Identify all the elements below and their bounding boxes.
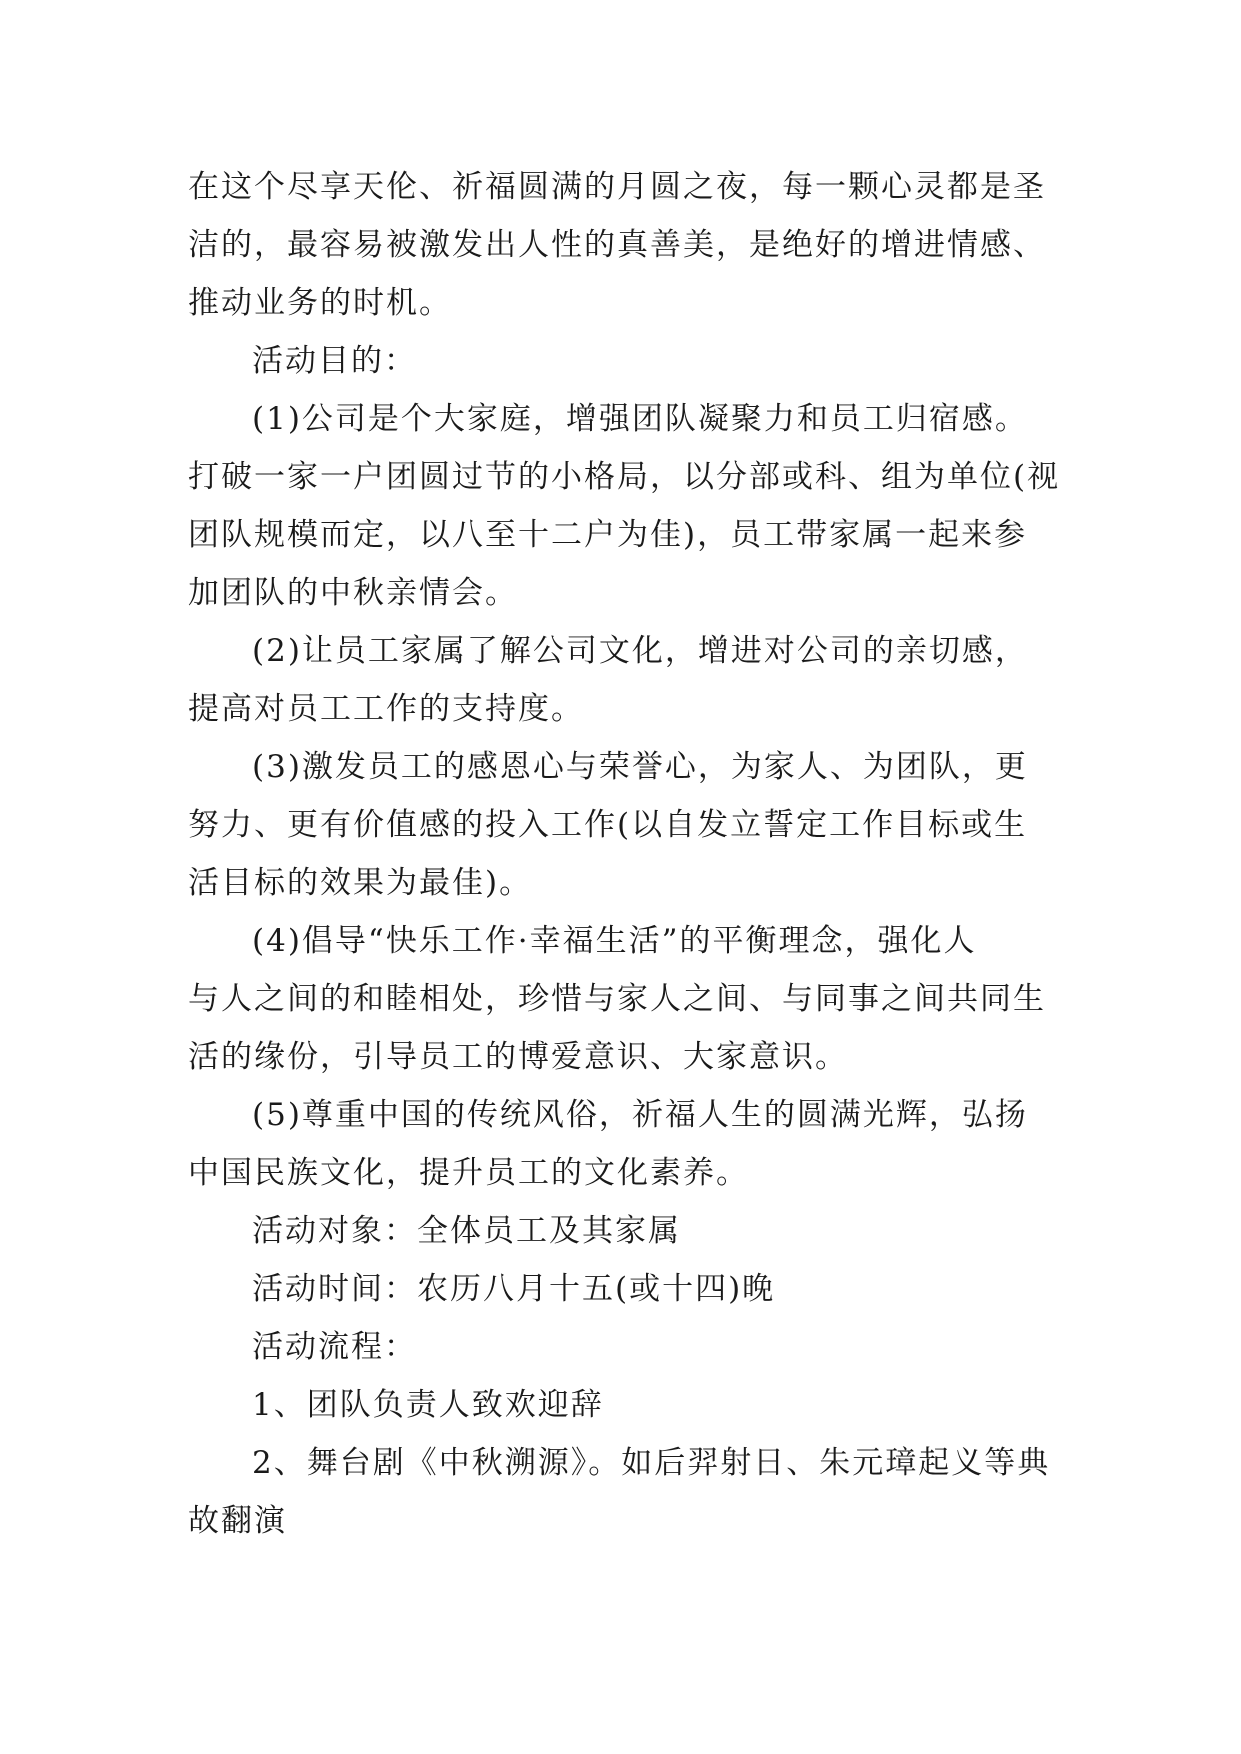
text-line: 在这个尽享天伦、祈福圆满的月圆之夜，每一颗心灵都是圣 bbox=[188, 169, 1046, 205]
text-line: (4)倡导“快乐工作·幸福生活”的平衡理念，强化人 bbox=[252, 923, 977, 959]
text-line: 与人之间的和睦相处，珍惜与家人之间、与同事之间共同生 bbox=[188, 981, 1046, 1017]
text-line: 提高对员工工作的支持度。 bbox=[188, 691, 584, 727]
text-line: (5)尊重中国的传统风俗，祈福人生的圆满光辉，弘扬 bbox=[252, 1097, 1028, 1133]
text-line: (2)让员工家属了解公司文化，增进对公司的亲切感， bbox=[252, 633, 1028, 669]
text-line: 故翻演 bbox=[188, 1503, 287, 1539]
text-line: 推动业务的时机。 bbox=[188, 285, 452, 321]
text-line: 努力、更有价值感的投入工作(以自发立誓定工作目标或生 bbox=[188, 807, 1028, 843]
text-line: 活的缘份，引导员工的博爱意识、大家意识。 bbox=[188, 1039, 848, 1075]
process-step: 1、团队负责人致欢迎辞 bbox=[252, 1387, 604, 1423]
section-heading-process: 活动流程： bbox=[252, 1329, 417, 1365]
text-line: 活目标的效果为最佳)。 bbox=[188, 865, 533, 901]
text-line: 打破一家一户团圆过节的小格局，以分部或科、组为单位(视 bbox=[188, 459, 1061, 495]
text-line: (1)公司是个大家庭，增强团队凝聚力和员工归宿感。 bbox=[252, 401, 1028, 437]
section-heading-purpose: 活动目的： bbox=[252, 343, 417, 379]
text-line: 加团队的中秋亲情会。 bbox=[188, 575, 518, 611]
activity-time: 活动时间：农历八月十五(或十四)晚 bbox=[252, 1271, 776, 1307]
text-line: (3)激发员工的感恩心与荣誉心，为家人、为团队，更 bbox=[252, 749, 1028, 785]
process-step: 2、舞台剧《中秋溯源》。如后羿射日、朱元璋起义等典 bbox=[252, 1445, 1051, 1481]
text-line: 洁的，最容易被激发出人性的真善美，是绝好的增进情感、 bbox=[188, 227, 1046, 263]
text-line: 团队规模而定，以八至十二户为佳)，员工带家属一起来参 bbox=[188, 517, 1028, 553]
activity-audience: 活动对象：全体员工及其家属 bbox=[252, 1213, 681, 1249]
document-body bbox=[188, 158, 1061, 1550]
text-line: 中国民族文化，提升员工的文化素养。 bbox=[188, 1155, 749, 1191]
